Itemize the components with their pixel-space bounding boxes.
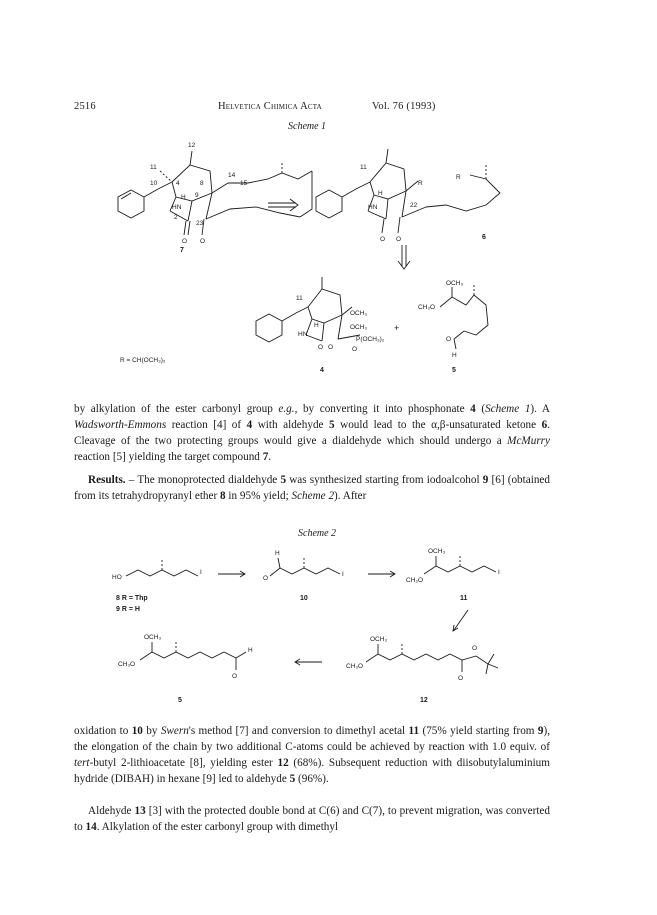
label-h-5: H	[452, 352, 457, 359]
scheme1-title: Scheme 1	[288, 121, 327, 132]
label-r-6b: R	[456, 174, 461, 181]
compound-label-8: 8 R = Thp	[116, 595, 148, 602]
label-ho: HO	[112, 574, 122, 581]
paragraph-3: oxidation to 10 by Swern's method [7] and conversion to dimethyl acetal 11 (75% yield starting from 9), the elongation of the chain by two additional C-atoms could be achieved by reaction with 1.0 equiv. of tert-butyl 2-lithioacetate [8], yielding ester 12 (68%). Subsequent reduction with diisobutylaluminium hydride (DIBAH) in hexane [9] led to aldehyde 5 (96%).	[74, 725, 550, 785]
label-o-12b: O	[472, 645, 478, 652]
label-12: 12	[188, 142, 196, 149]
compound-label-7: 7	[180, 247, 184, 254]
label-h-7: H	[181, 194, 186, 201]
label-8: 8	[200, 180, 204, 187]
compound-7-structure	[118, 151, 312, 235]
label-ch3o-12: CH₃O	[346, 663, 364, 670]
label-methyl-6: 11	[360, 164, 367, 171]
label-2: 2	[174, 214, 178, 221]
compound-6-structure	[316, 149, 500, 233]
label-methyl-4: 11	[296, 295, 303, 302]
compound-label-9: 9 R = H	[116, 606, 140, 613]
compound-label-11: 11	[460, 595, 468, 602]
label-o-4c: O	[352, 346, 358, 353]
label-h-10: H	[275, 550, 280, 557]
scheme1-figure	[0, 135, 657, 385]
label-och3-12: OCH₃	[370, 636, 388, 643]
r-definition: R = CH(OCH₃)₂	[120, 357, 166, 364]
paragraph-4: Aldehyde 13 [3] with the protected double bond at C(6) and C(7), to prevent migration, was converted to 14. Alkylation of the ester carbonyl group with dimethyl	[74, 805, 550, 833]
label-15: 15	[240, 180, 248, 187]
label-o-6b: O	[396, 236, 402, 243]
label-ch3o-11: CH₃O	[406, 577, 424, 584]
label-hn-6: HN	[368, 204, 378, 211]
label-och3-5b: OCH₃	[144, 634, 162, 641]
label-o-6a: O	[380, 236, 386, 243]
label-och3-11: OCH₃	[428, 548, 446, 555]
compound-label-6: 6	[482, 234, 486, 241]
compound-label-10: 10	[300, 595, 308, 602]
page-number: 2516	[74, 101, 96, 112]
label-hn-4: HN	[298, 331, 308, 338]
journal-name: Helvetica Chimica Acta	[218, 101, 322, 112]
label-22: 22	[410, 202, 418, 209]
compound-label-5b: 5	[178, 697, 182, 704]
retro-arrow-2	[398, 245, 410, 269]
paragraph-2: Results. – The monoprotected dialdehyde 5 was synthesized starting from iodoalcohol 9 [6] (obtained from its tetrahydropyranyl ether 8 in 95% yield; Scheme 2). After	[74, 474, 550, 502]
label-o-5: O	[446, 336, 452, 343]
label-och3-4b: OCH₃	[350, 324, 368, 331]
label-4: 4	[176, 180, 180, 187]
label-h-6: H	[378, 190, 383, 197]
label-10: 10	[150, 180, 158, 187]
label-o-4b: O	[328, 344, 334, 351]
label-i-11: I	[498, 569, 500, 576]
label-och3-4a: OCH₃	[350, 310, 368, 317]
label-9: 9	[195, 192, 199, 199]
compound-label-12: 12	[420, 697, 428, 704]
label-hn-7: HN	[172, 204, 182, 211]
label-14: 14	[228, 172, 236, 179]
label-i-8: I	[200, 569, 202, 576]
compound-4-structure	[256, 277, 360, 342]
compound-label-4: 4	[320, 367, 324, 374]
scheme2-figure	[0, 540, 657, 715]
retro-arrow-1	[268, 199, 298, 211]
label-o-10: O	[263, 575, 269, 582]
label-ch3o-5: CH₃O	[418, 304, 436, 311]
label-i-10: I	[342, 571, 344, 578]
volume-info: Vol. 76 (1993)	[372, 101, 436, 112]
label-h-5b: H	[248, 647, 253, 654]
label-o-7: O	[182, 238, 188, 245]
label-o-5b: O	[232, 673, 238, 680]
label-o-4a: O	[318, 344, 324, 351]
label-pooch-4: P(OCH₃)₂	[356, 336, 385, 343]
plus-sign: +	[394, 323, 400, 333]
label-och3-5: OCH₃	[446, 280, 464, 287]
paragraph-1: by alkylation of the ester carbonyl group e.g., by converting it into phosphonate 4 (Scheme 1). A Wadsworth-Emmons reaction [4] of 4 with aldehyde 5 would lead to the α,β-unsaturated ketone 6. Cleavage of the two protecting groups would give a dialdehyde which should undergo a McMurry reaction [5] yielding the target compound 7.	[74, 403, 550, 463]
scheme2-title: Scheme 2	[298, 528, 337, 539]
label-h-4: H	[314, 322, 319, 329]
label-o-7b: O	[200, 238, 206, 245]
label-o-12a: O	[458, 675, 464, 682]
label-ch3o-5b: CH₃O	[118, 661, 136, 668]
compound-label-5: 5	[452, 367, 456, 374]
label-r-6a: R	[418, 180, 423, 187]
label-11: 11	[150, 164, 157, 171]
label-23: 23	[196, 220, 204, 227]
